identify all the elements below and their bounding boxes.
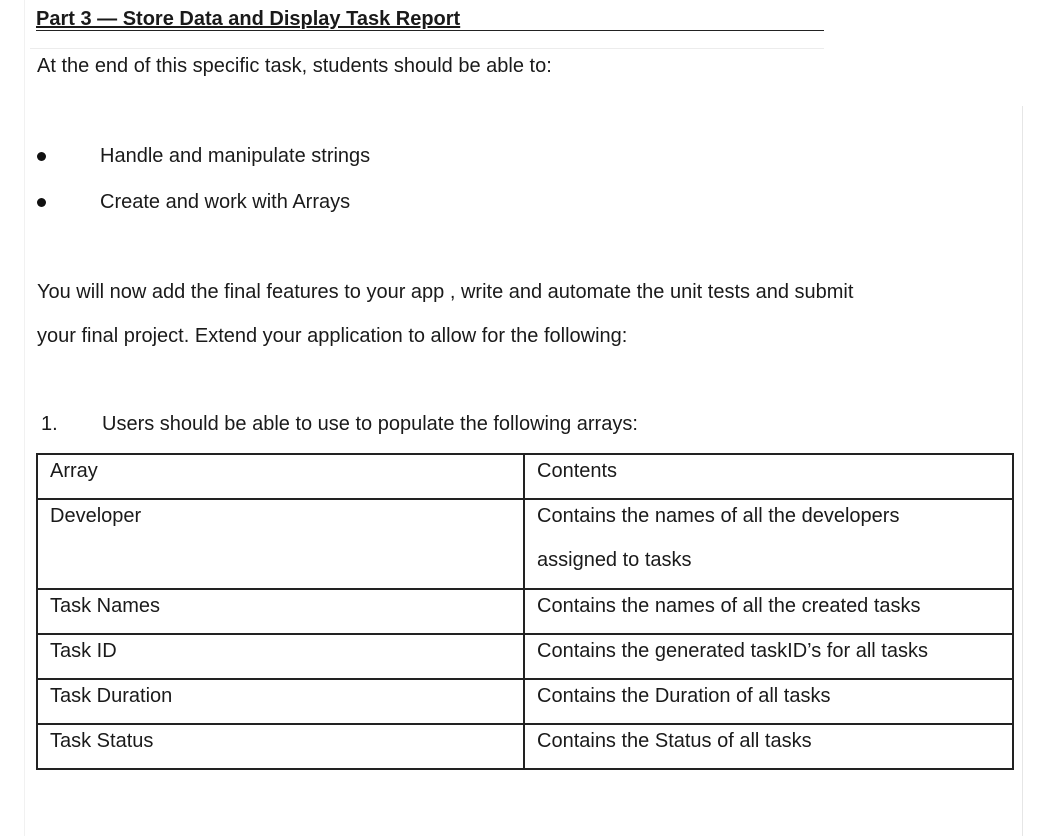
table-cell-contents: Contains the generated taskID’s for all tasks: [524, 634, 1013, 679]
table-row: [37, 724, 1013, 769]
page-right-edge: [1022, 106, 1023, 836]
section-heading-text: Part 3 — Store Data and Display Task Report: [36, 8, 461, 30]
table-cell-contents-line: assigned to tasks: [537, 549, 692, 571]
table-row: [37, 499, 1013, 589]
paragraph-line: You will now add the final features to your app , write and automate the unit tests and submit: [37, 281, 854, 303]
table-header-cell: Array: [37, 454, 524, 499]
bullet-dot-icon: [37, 198, 46, 207]
table-cell-contents: Contains the Duration of all tasks: [524, 679, 1013, 724]
table-row: [37, 634, 1013, 679]
table-cell-array: Task Names: [37, 589, 524, 634]
paragraph-line: your final project. Extend your application to allow for the following:: [37, 325, 628, 347]
table-row: [37, 589, 1013, 634]
table-cell-contents: [524, 499, 1013, 589]
bullet-item-text: Handle and manipulate strings: [100, 145, 371, 167]
table-header-row: [37, 454, 1013, 499]
page-left-edge: [24, 0, 25, 836]
numbered-item: [37, 411, 937, 437]
table-cell-array: Task Status: [37, 724, 524, 769]
bullet-item: [37, 189, 797, 215]
bullet-dot-icon: [37, 152, 46, 161]
table-header-cell: Contents: [524, 454, 1013, 499]
heading-divider: [30, 48, 824, 49]
table-cell-contents: Contains the Status of all tasks: [524, 724, 1013, 769]
arrays-table: [36, 453, 1014, 770]
table-cell-array: Task ID: [37, 634, 524, 679]
table-cell-contents: Contains the names of all the created tasks: [524, 589, 1013, 634]
table-cell-contents-line: Contains the names of all the developers: [537, 505, 900, 527]
numbered-item-number: 1.: [41, 413, 58, 435]
table-row: [37, 679, 1013, 724]
table-cell-array: Task Duration: [37, 679, 524, 724]
section-heading: [36, 6, 824, 31]
bullet-item: [37, 143, 797, 169]
bullet-item-text: Create and work with Arrays: [100, 191, 351, 213]
numbered-item-text: Users should be able to use to populate the following arrays:: [102, 413, 638, 435]
intro-text: At the end of this specific task, students should be able to:: [37, 55, 552, 77]
table-cell-array: Developer: [37, 499, 524, 589]
